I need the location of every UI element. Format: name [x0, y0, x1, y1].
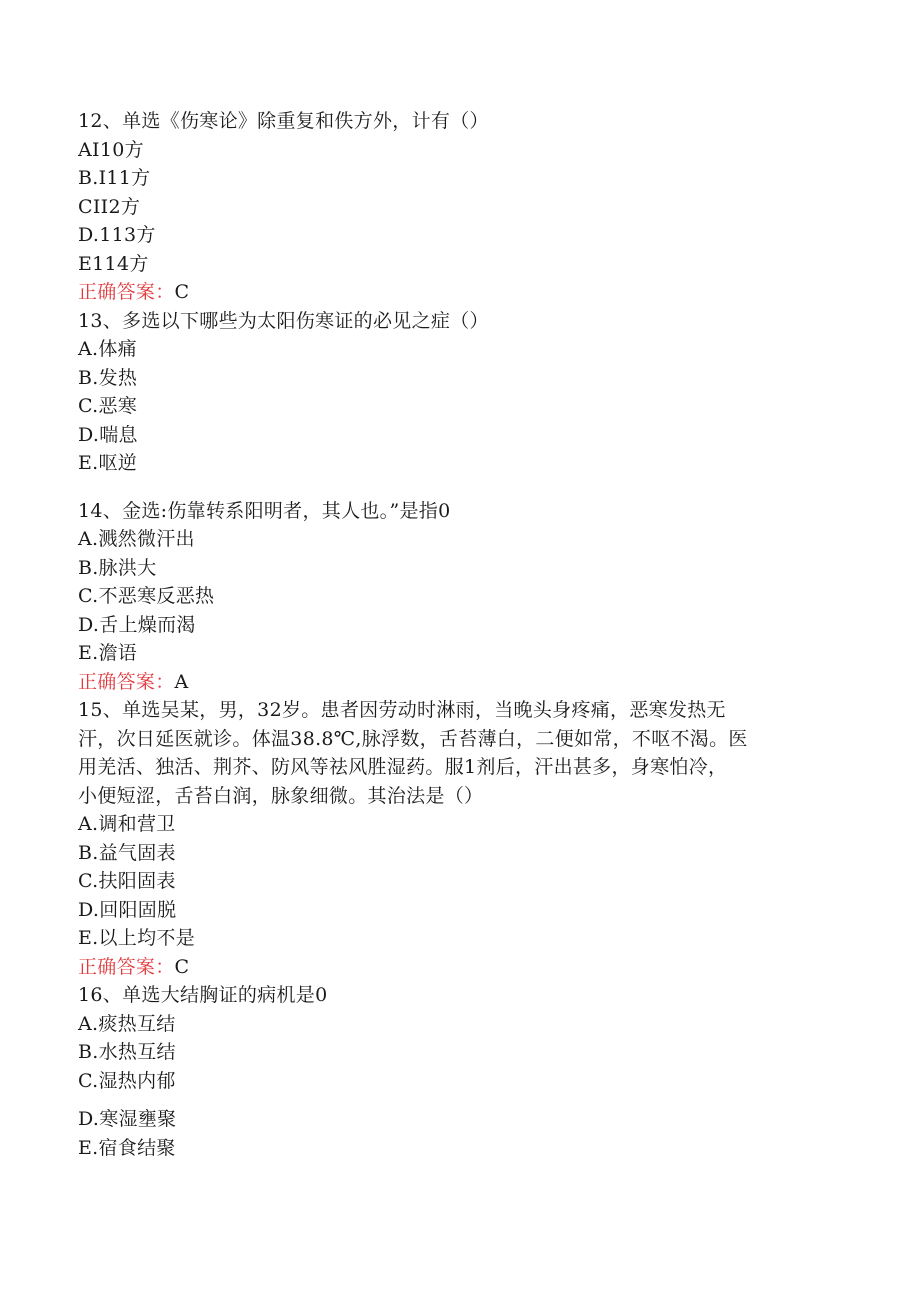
- answer-label: 正确答案：: [78, 281, 175, 303]
- question-12: [78, 107, 838, 307]
- option-a: A.体痛: [78, 338, 137, 360]
- option-e: E.呕逆: [78, 452, 138, 474]
- question-15: [78, 696, 838, 981]
- option-d: D.回阳固脱: [78, 898, 177, 921]
- option-c: C.恶寒: [78, 395, 138, 417]
- spacer: [78, 1095, 838, 1105]
- option-b: B.脉洪大: [78, 556, 157, 579]
- question-stem: 16、单选大结胸证的病机是0: [78, 984, 328, 1006]
- option-c: C.扶阳固表: [78, 870, 176, 892]
- option-b: B.发热: [78, 366, 138, 389]
- question-stem: [78, 696, 838, 810]
- exam-page: [78, 107, 838, 1162]
- option-a: AI10方: [78, 138, 144, 161]
- correct-answer: [78, 953, 838, 982]
- answer-value: C: [174, 281, 190, 303]
- option-d: D.舌上燥而渴: [78, 613, 196, 636]
- option-b: B.I11方: [78, 167, 151, 189]
- option-e: E.澹语: [78, 642, 138, 664]
- option-d: D.寒湿壅聚: [78, 1108, 177, 1130]
- option-e: E114方: [78, 252, 149, 275]
- correct-answer: [78, 668, 838, 697]
- stem-line: 汗，次日延医就诊。体温38.8℃,脉浮数，舌苔薄白，二便如常，不呕不渴。医: [78, 727, 748, 750]
- option-c: CII2方: [78, 195, 141, 218]
- answer-label: 正确答案：: [78, 955, 175, 978]
- question-13: [78, 307, 838, 478]
- question-stem: 12、单选《伤寒论》除重复和佚方外，计有（）: [78, 110, 489, 132]
- answer-value: A: [174, 670, 189, 693]
- option-d: D.喘息: [78, 423, 138, 446]
- option-c: C.不恶寒反恶热: [78, 585, 215, 607]
- option-e: E.以上均不是: [78, 927, 196, 949]
- question-14: [78, 497, 838, 697]
- stem-line: 小便短涩，舌苔白润，脉象细微。其治法是（）: [78, 784, 484, 807]
- correct-answer: [78, 278, 838, 307]
- option-e: E.宿食结聚: [78, 1136, 176, 1159]
- answer-value: C: [174, 955, 190, 978]
- option-a: A.溅然微汗出: [78, 528, 195, 550]
- answer-label: 正确答案：: [78, 670, 175, 693]
- option-b: B.水热互结: [78, 1041, 176, 1063]
- question-stem: 14、金选:伤靠转系阳明者，其人也。”是指0: [78, 499, 451, 522]
- option-a: A.痰热互结: [78, 1012, 176, 1035]
- option-c: C.湿热内郁: [78, 1069, 176, 1092]
- option-b: B.益气固表: [78, 841, 176, 864]
- stem-line: 用羌活、独活、荆芥、防风等祛风胜湿药。服1剂后，汗出甚多，身寒怕冷，: [78, 756, 728, 778]
- option-a: A.调和营卫: [78, 813, 176, 835]
- question-stem: 13、多选以下哪些为太阳伤寒证的必见之症（）: [78, 309, 489, 332]
- question-16: [78, 981, 838, 1162]
- spacer: [78, 478, 838, 497]
- stem-line: 15、单选吴某，男，32岁。患者因劳动时淋雨，当晚头身疼痛，恶寒发热无: [78, 699, 726, 721]
- option-d: D.113方: [78, 224, 156, 246]
